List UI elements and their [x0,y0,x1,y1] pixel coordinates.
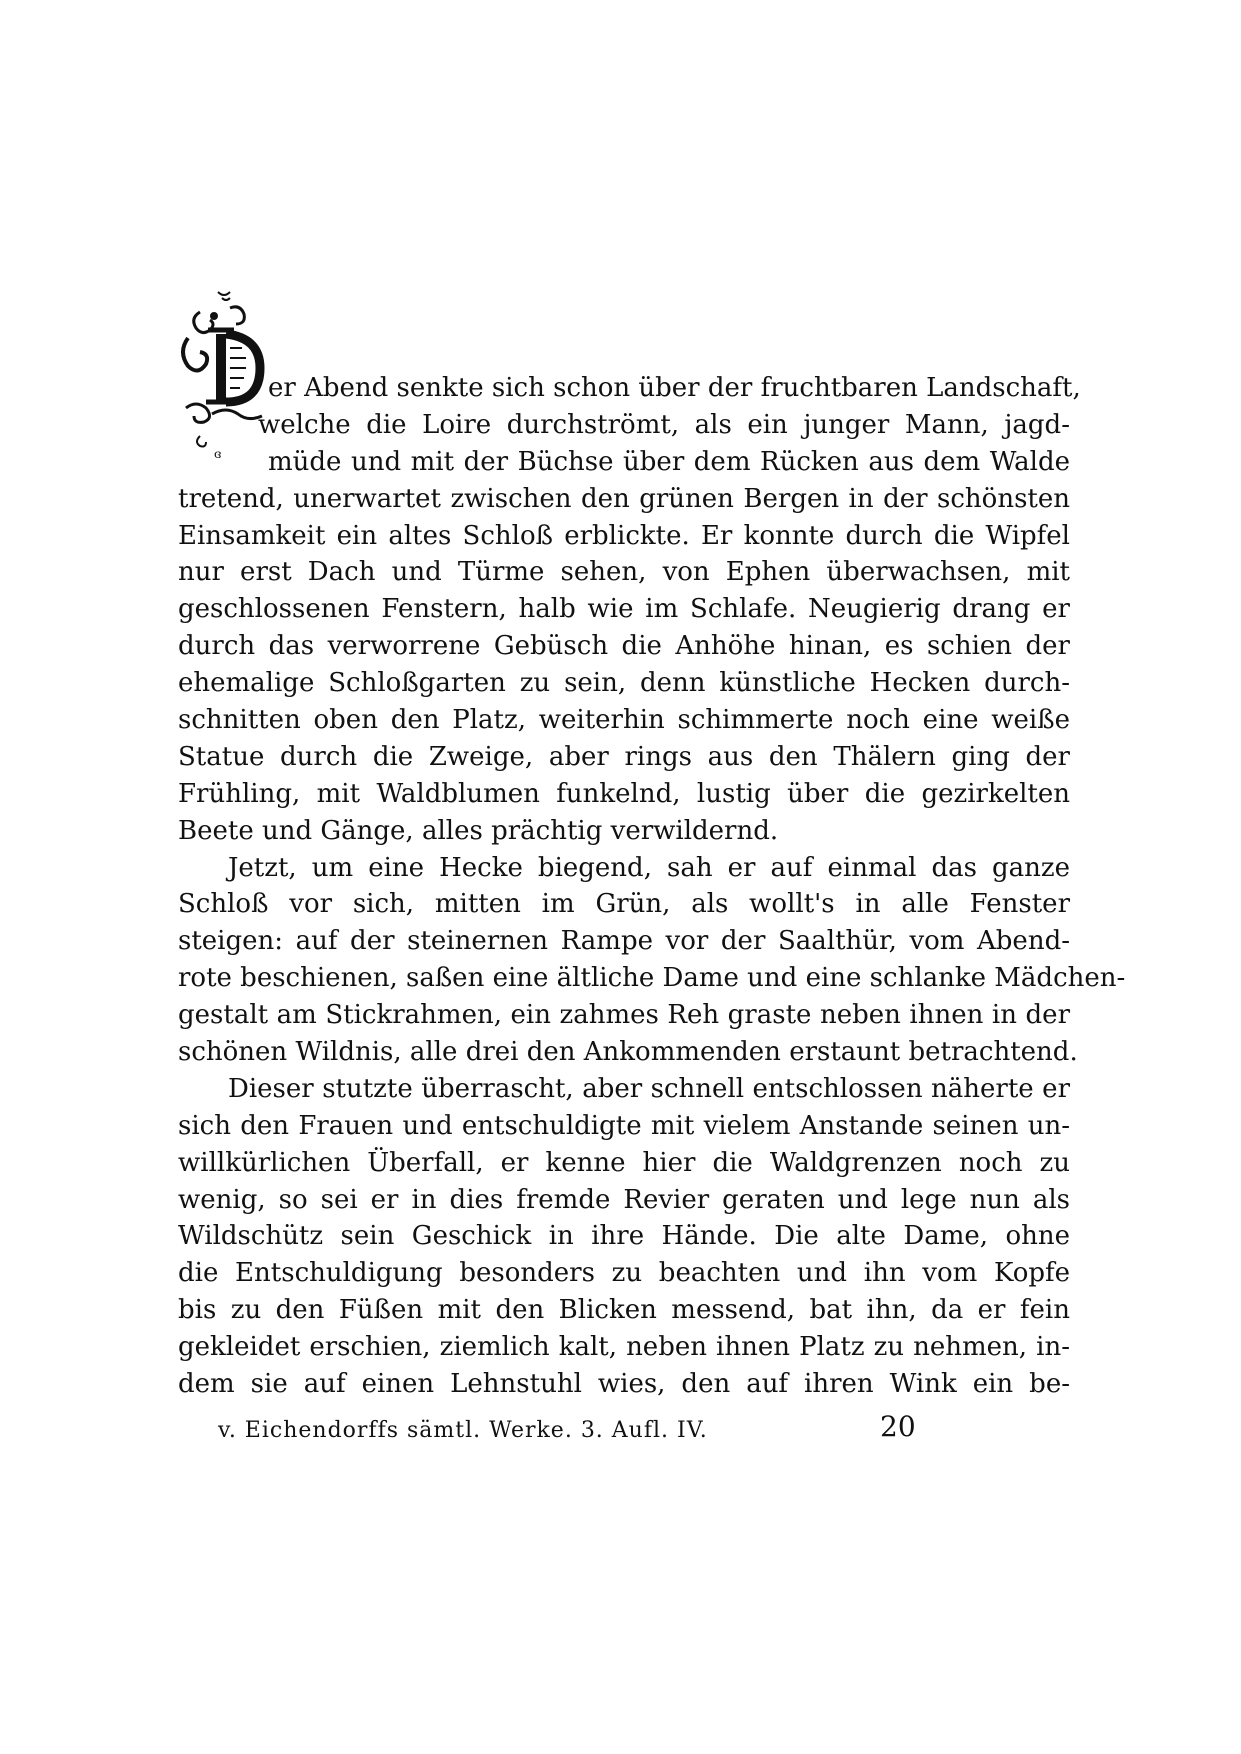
page-number: 20 [880,1410,916,1443]
text-line: Frühling, mit Waldblumen funkelnd, lustig über die gezirkelten [178,778,1070,809]
body-text [178,370,1126,1403]
text-line: Dieser stutzte überrascht, aber schnell entschlossen näherte er [228,1073,1070,1104]
svg-text:ɞ: ɞ [214,447,222,460]
text-line: Beete und Gänge, alles prächtig verwildernd. [178,815,779,846]
text-line: müde und mit der Büchse über dem Rücken aus dem Walde [268,446,1070,477]
text-line: schnitten oben den Platz, weiterhin schimmerte noch eine weiße [178,705,1070,736]
text-line: durch das verworrene Gebüsch die Anhöhe hinan, es schien der [178,631,1070,662]
text-line: nur erst Dach und Türme sehen, von Ephen überwachsen, mit [178,557,1070,588]
text-line: sich den Frauen und entschuldigte mit vielem Anstande seinen un- [178,1110,1070,1141]
initial-paragraph-lines [178,370,1081,481]
text-line: rote beschienen, saßen eine ältliche Dame und eine schlanke Mädchen- [178,963,1126,994]
text-line: schönen Wildnis, alle drei den Ankommenden erstaunt betrachtend. [178,1037,1078,1068]
text-line: willkürlichen Überfall, er kenne hier die Waldgrenzen noch zu [178,1147,1070,1178]
text-line: steigen: auf der steinernen Rampe vor der Saalthür, vom Abend- [178,926,1070,957]
text-line: welche die Loire durchströmt, als ein junger Mann, jagd- [258,409,1070,440]
text-line: Jetzt, um eine Hecke biegend, sah er auf einmal das ganze [228,852,1070,883]
text-line: Schloß vor sich, mitten im Grün, als wollt's in alle Fenster [178,889,1070,920]
text-line: gekleidet erschien, ziemlich kalt, neben ihnen Platz zu nehmen, in- [178,1332,1070,1363]
text-line: bis zu den Füßen mit den Blicken messend, bat ihn, da er fein [178,1295,1070,1326]
text-line: Wildschütz sein Geschick in ihre Hände. Die alte Dame, ohne [178,1221,1070,1252]
text-line: geschlossenen Fenstern, halb wie im Schlafe. Neugierig drang er [178,594,1070,625]
text-line: dem sie auf einen Lehnstuhl wies, den auf ihren Wink ein be- [178,1369,1070,1400]
text-line: tretend, unerwartet zwischen den grünen Bergen in der schönsten [178,483,1070,514]
text-line: ehemalige Schloßgarten zu sein, denn künstliche Hecken durch- [178,668,1070,699]
text-line: Statue durch die Zweige, aber rings aus den Thälern ging der [178,741,1070,772]
page-footer [200,1410,950,1450]
text-line: gestalt am Stickrahmen, ein zahmes Reh graste neben ihnen in der [178,1000,1070,1031]
text-line: Einsamkeit ein altes Schloß erblickte. Er konnte durch die Wipfel [178,520,1070,551]
text-line: die Entschuldigung besonders zu beachten und ihn vom Kopfe [178,1258,1070,1289]
printer-signature: v. Eichendorffs sämtl. Werke. 3. Aufl. IV. [218,1418,708,1443]
text-line: wenig, so sei er in dies fremde Revier geraten und lege nun als [178,1184,1070,1215]
text-line: er Abend senkte sich schon über der fruchtbaren Landschaft, [268,373,1081,403]
